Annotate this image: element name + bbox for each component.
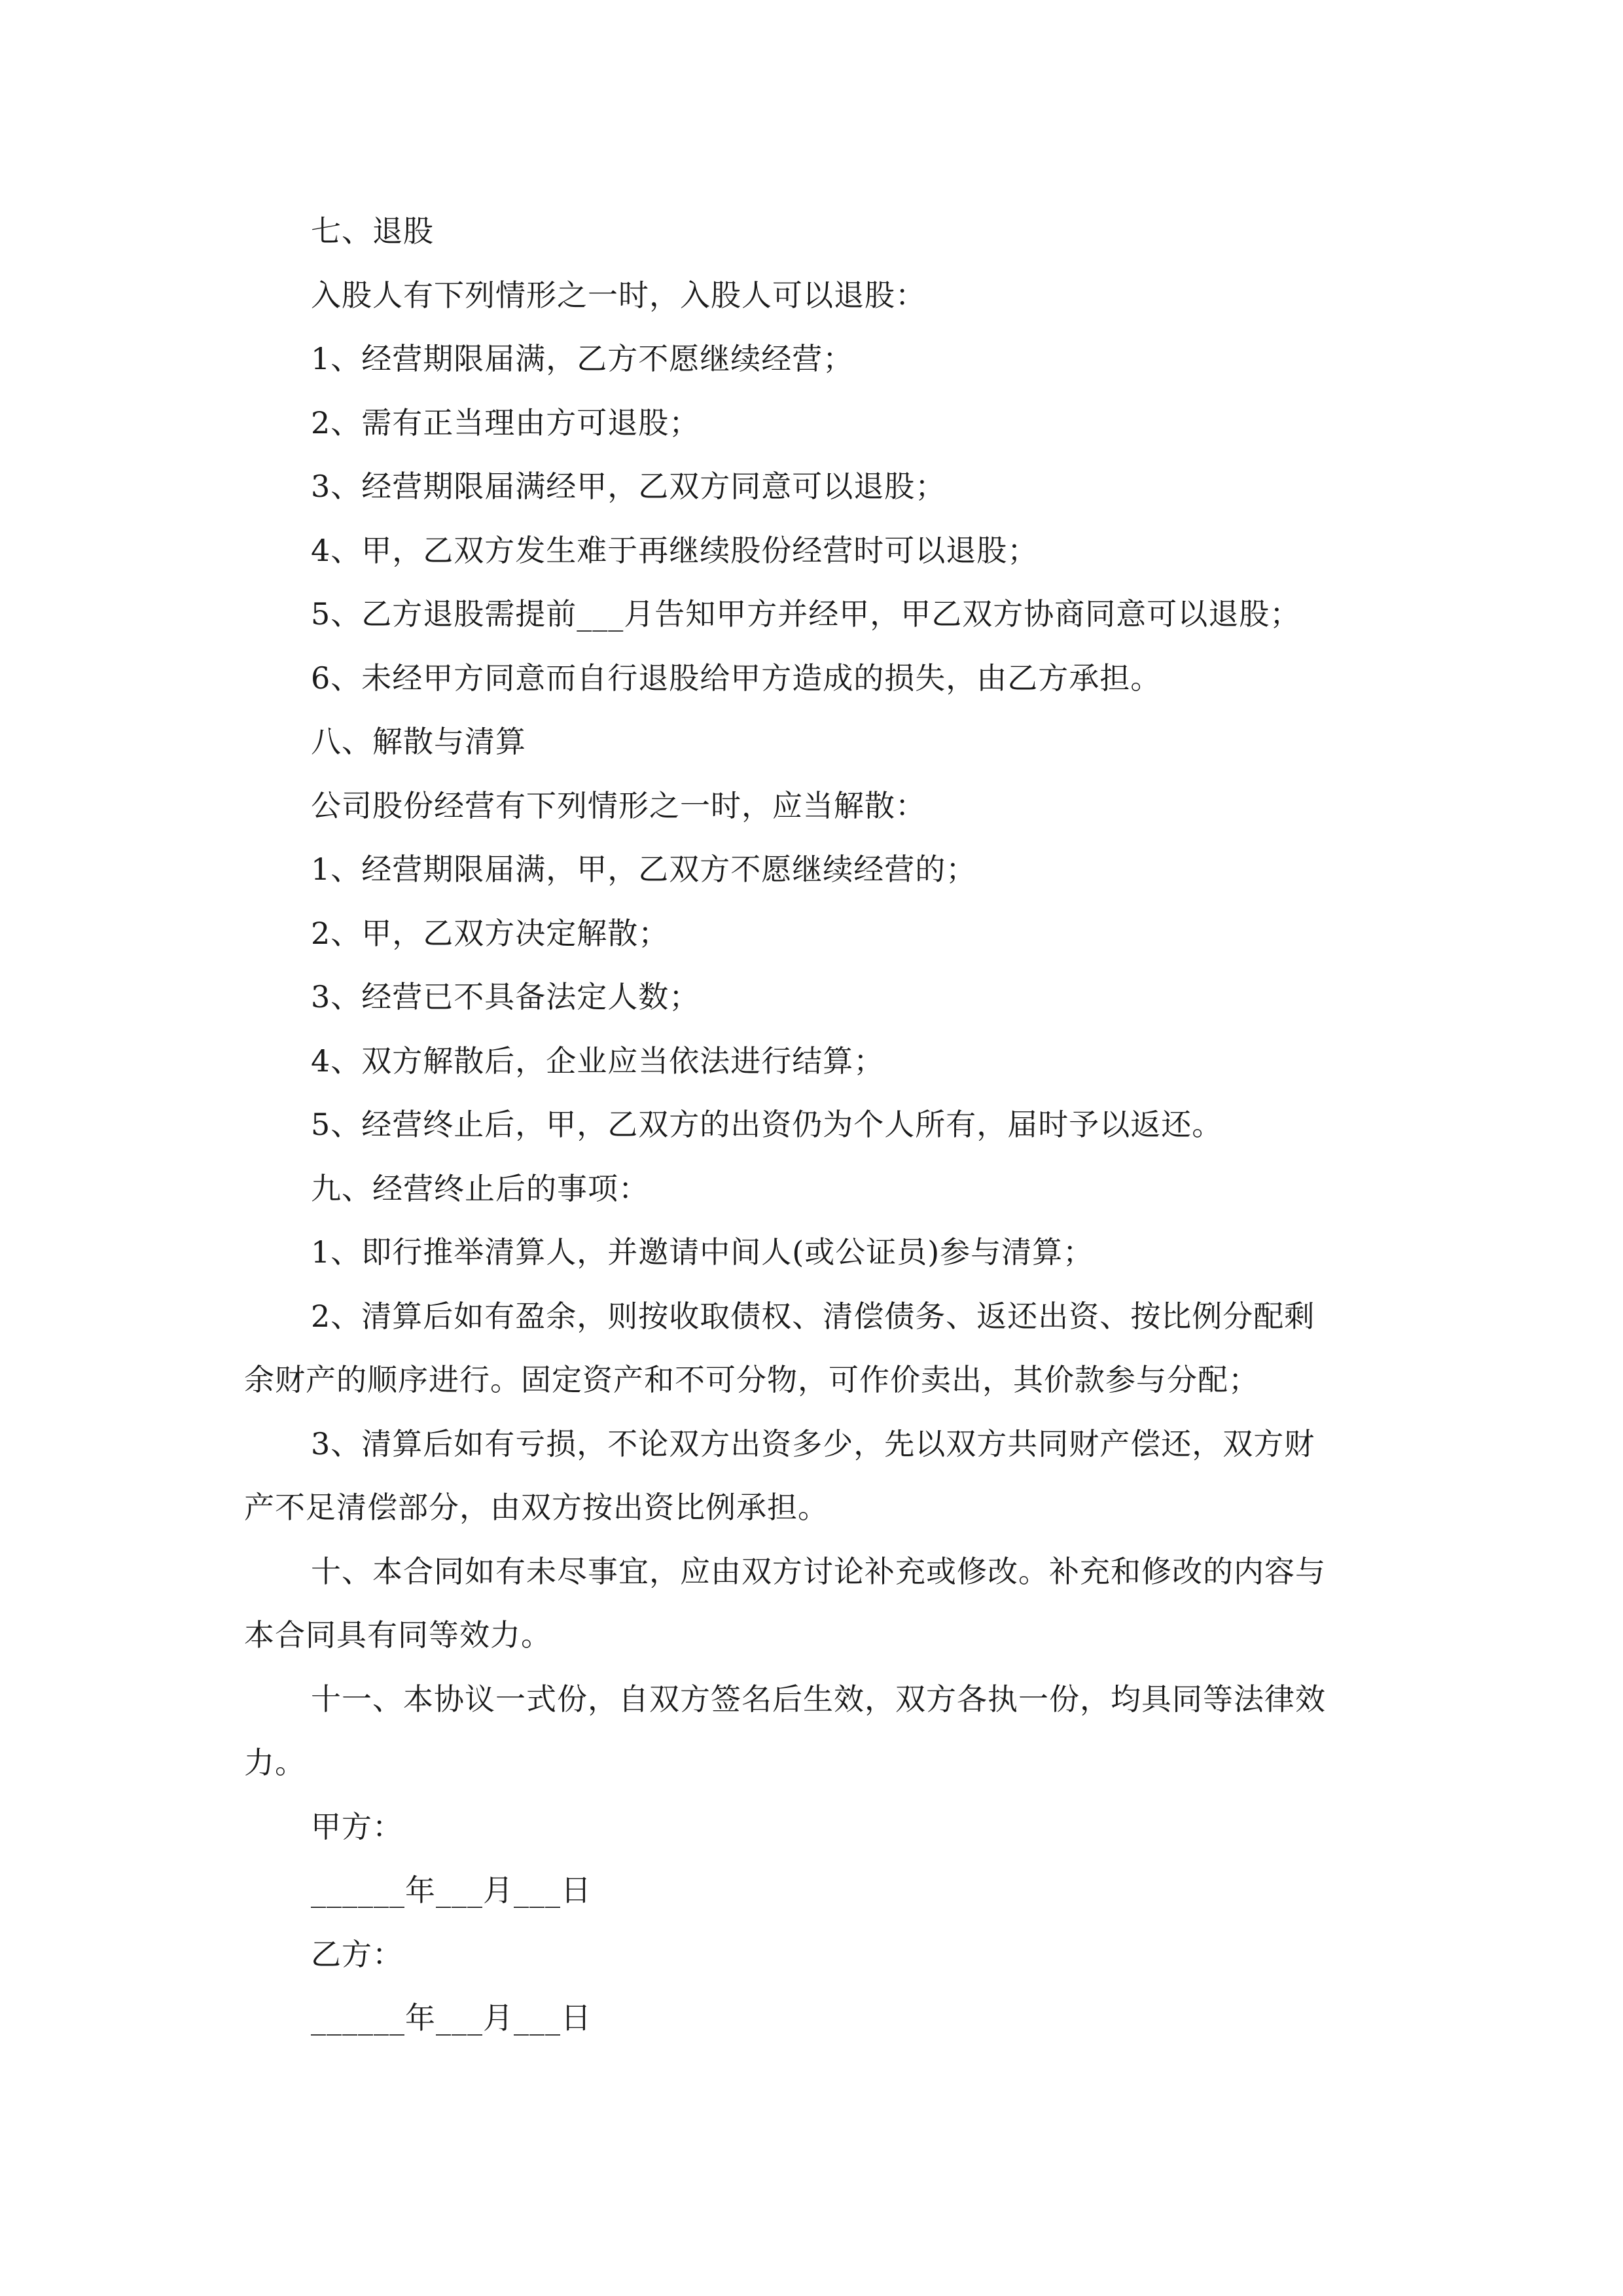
list-item: 2、甲，乙双方决定解散；	[311, 915, 669, 951]
list-item: 1、经营期限届满，乙方不愿继续经营；	[311, 341, 854, 376]
party-a-label: 甲方：	[311, 1808, 403, 1844]
section-heading-withdrawal: 七、退股	[311, 213, 434, 249]
clause-ten-continuation: 本合同具有同等效力。	[244, 1617, 552, 1653]
party-b-date: ______年___月___日	[311, 2000, 592, 2036]
list-item: 4、甲，乙双方发生难于再继续股份经营时可以退股；	[311, 532, 1039, 568]
list-item: 2、清算后如有盈余，则按收取债权、清偿债务、返还出资、按比例分配剩	[311, 1298, 1315, 1334]
list-item: 1、即行推举清算人，并邀请中间人(或公证员)参与清算；	[311, 1234, 1094, 1270]
list-item: 5、经营终止后，甲，乙双方的出资仍为个人所有，届时予以返还。	[311, 1107, 1223, 1142]
section-heading-after-termination: 九、经营终止后的事项：	[311, 1170, 649, 1206]
party-a-date: ______年___月___日	[311, 1873, 592, 1908]
list-item: 3、经营已不具备法定人数；	[311, 979, 700, 1014]
clause-ten: 十、本合同如有未尽事宜，应由双方讨论补充或修改。补充和修改的内容与	[311, 1553, 1326, 1589]
clause-eleven-continuation: 力。	[244, 1745, 306, 1780]
clause-eleven: 十一、本协议一式份，自双方签名后生效，双方各执一份，均具同等法律效	[311, 1681, 1326, 1717]
document-body	[244, 200, 1382, 2051]
section-heading-dissolution: 八、解散与清算	[311, 724, 526, 759]
list-item-continuation: 余财产的顺序进行。固定资产和不可分物，可作价卖出，其价款参与分配；	[244, 1362, 1259, 1397]
list-item: 1、经营期限届满，甲，乙双方不愿继续经营的；	[311, 852, 977, 887]
list-item: 5、乙方退股需提前___月告知甲方并经甲，甲乙双方协商同意可以退股；	[311, 596, 1301, 632]
list-item: 4、双方解散后，企业应当依法进行结算；	[311, 1043, 885, 1079]
party-b-label: 乙方：	[311, 1936, 403, 1972]
paragraph-line: 公司股份经营有下列情形之一时，应当解散：	[311, 787, 926, 823]
list-item-continuation: 产不足清偿部分，由双方按出资比例承担。	[244, 1490, 829, 1525]
list-item: 3、经营期限届满经甲，乙双方同意可以退股；	[311, 469, 946, 504]
list-item: 3、清算后如有亏损，不论双方出资多少，先以双方共同财产偿还，双方财	[311, 1426, 1315, 1462]
list-item: 2、需有正当理由方可退股；	[311, 404, 700, 440]
paragraph-line: 入股人有下列情形之一时，入股人可以退股：	[311, 277, 926, 313]
list-item: 6、未经甲方同意而自行退股给甲方造成的损失，由乙方承担。	[311, 660, 1162, 696]
